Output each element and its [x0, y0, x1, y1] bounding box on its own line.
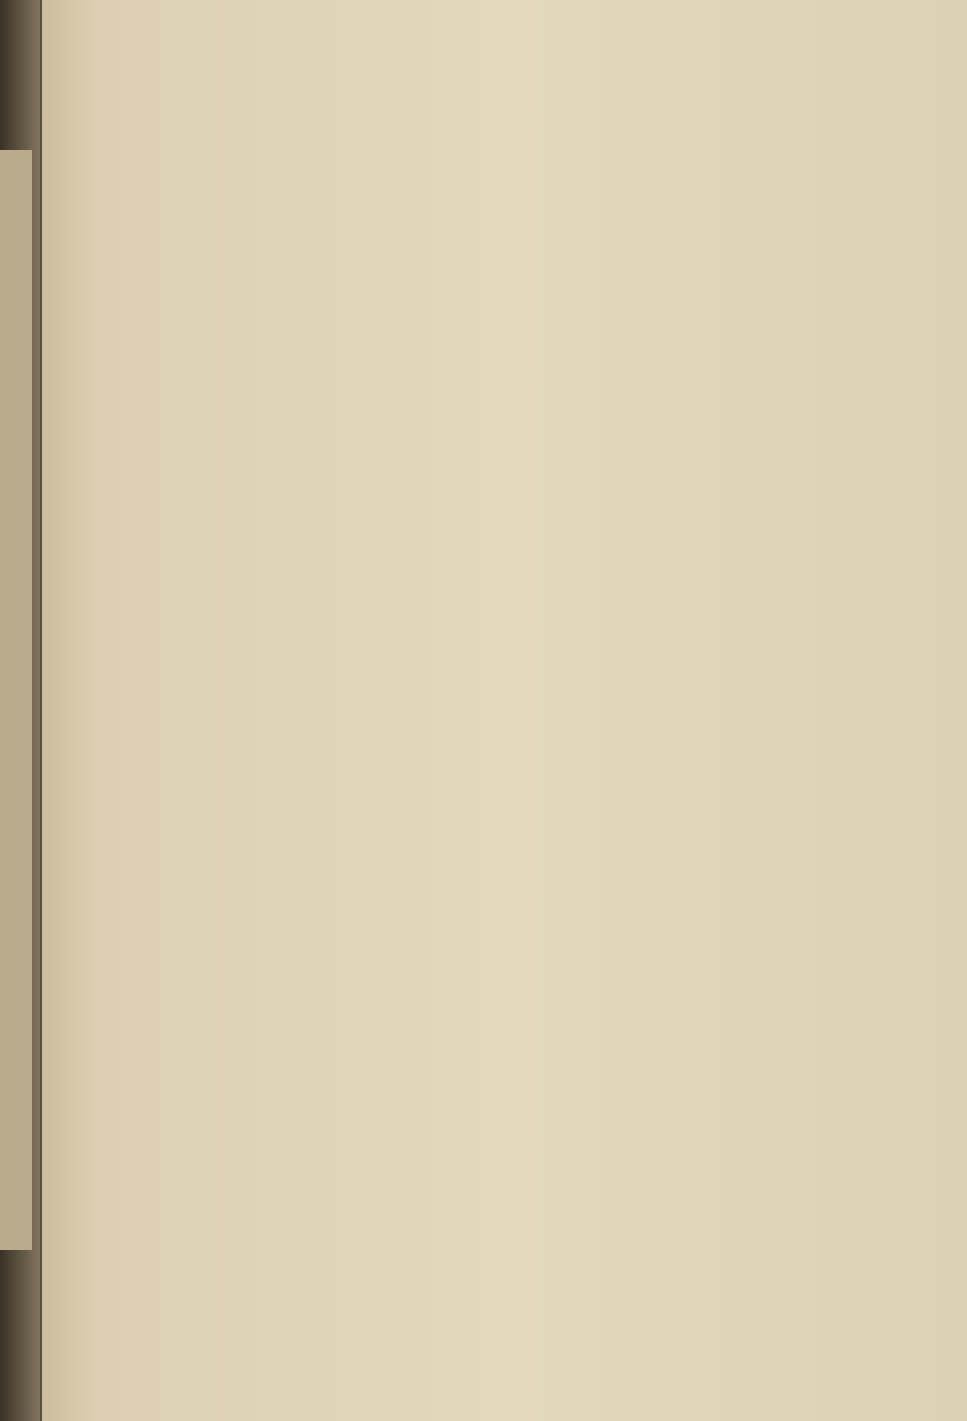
previous-page-edge [0, 150, 32, 1250]
book-page [40, 0, 967, 1421]
